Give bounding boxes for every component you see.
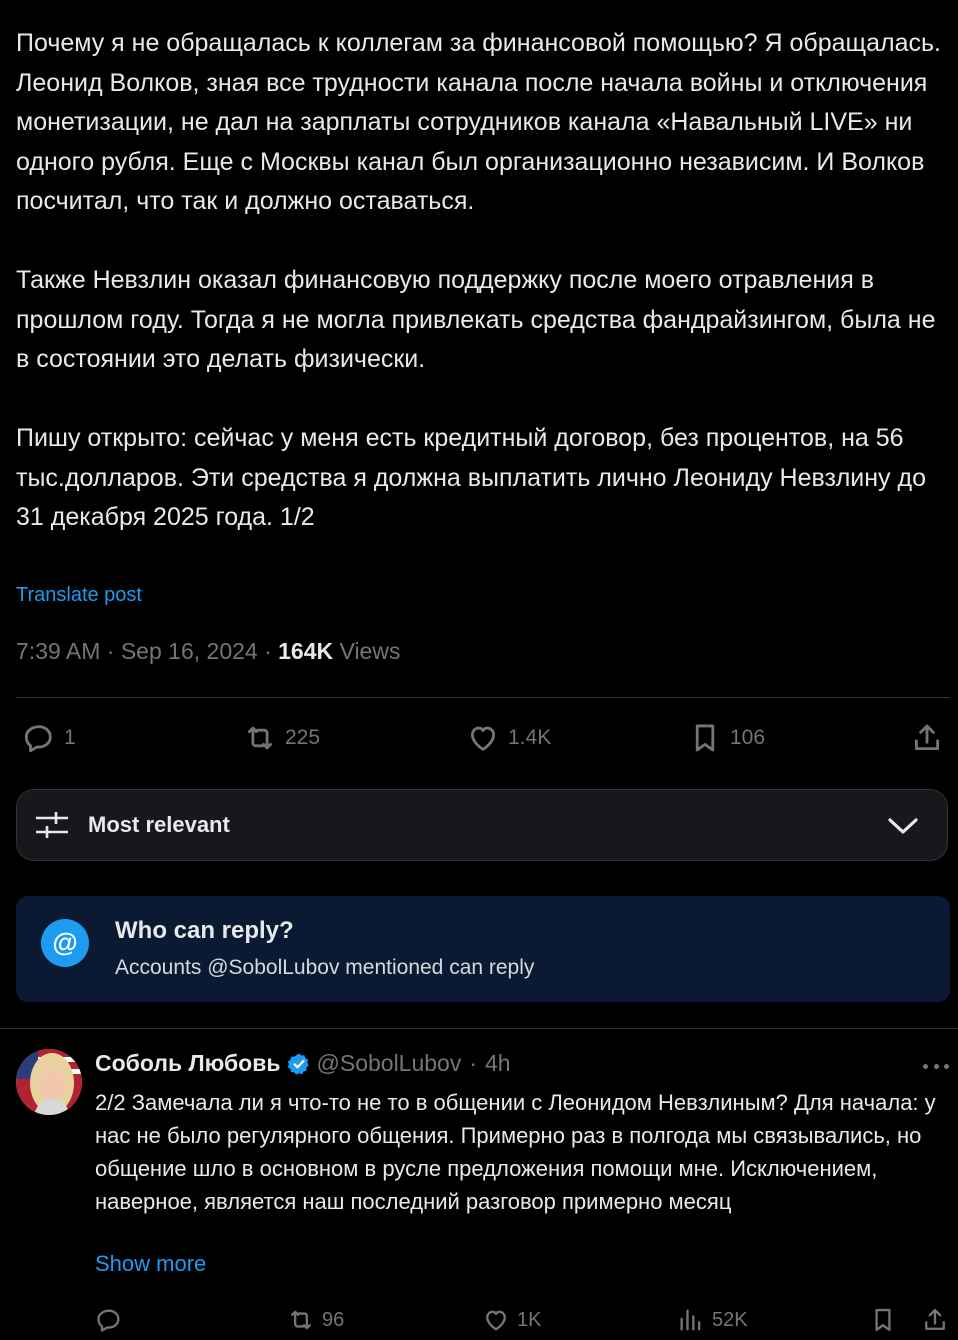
bookmark-icon xyxy=(869,1306,897,1334)
repost-count: 96 xyxy=(322,1308,345,1331)
sort-label: Most relevant xyxy=(88,812,230,837)
views-button[interactable] xyxy=(677,1300,748,1340)
repost-icon xyxy=(243,721,277,755)
views-count: 52K xyxy=(712,1308,748,1331)
bar-chart-icon xyxy=(677,1306,705,1334)
more-dot-icon xyxy=(944,1064,949,1069)
show-more-link[interactable]: Show more xyxy=(95,1251,207,1276)
more-dot-icon xyxy=(934,1064,939,1069)
post-paragraph: Также Невзлин оказал финансовую поддержку после моего отравления в прошлом году. Тогда я не могла привлекать средства фандрайзингом, была не в состоянии это делать физически. xyxy=(16,266,936,373)
post-date[interactable]: Sep 16, 2024 xyxy=(120,638,258,664)
repost-button[interactable] xyxy=(243,716,320,760)
reply-action-bar xyxy=(95,1300,955,1340)
more-dot-icon xyxy=(923,1064,928,1069)
repost-icon xyxy=(287,1306,315,1334)
share-icon xyxy=(910,721,944,755)
reply-text: 2/2 Замечала ли я что-то не то в общении с Леонидом Невзлиным? Для начала: у нас не было регулярного общения. Примерно раз в полгода мы связывались, но общение шло в основном в русле предложения помощи мне. Исключением, наверное, является наш последний разговор примерно месяц xyxy=(95,1090,936,1214)
bookmark-button[interactable] xyxy=(688,716,765,760)
divider xyxy=(16,697,950,698)
post-paragraph: Почему я не обращалась к коллегам за финансовой помощью? Я обращалась. Леонид Волков, зная все трудности канала после начала войны и отключения монетизации, не дал на зарплаты сотрудников канала «Навальный LIVE» ни одного рубля. Еще с Москвы канал был организационно независим. И Волков посчитал, что так и должно оставаться. xyxy=(16,29,941,215)
author-name[interactable]: Соболь Любовь xyxy=(95,1050,281,1076)
reply-button[interactable] xyxy=(95,1300,130,1340)
reply-time[interactable]: 4h xyxy=(485,1050,511,1076)
views-label: Views xyxy=(339,638,401,664)
like-count: 1.4K xyxy=(508,726,552,749)
share-icon xyxy=(921,1306,949,1334)
verified-badge-icon xyxy=(287,1052,311,1076)
heart-icon xyxy=(482,1306,510,1334)
reply-button[interactable] xyxy=(22,716,76,760)
post-meta xyxy=(16,638,400,665)
repost-count: 225 xyxy=(285,726,321,749)
like-button[interactable] xyxy=(482,1300,541,1340)
like-count: 1K xyxy=(517,1308,542,1331)
post-paragraph: Пишу открыто: сейчас у меня есть кредитный договор, без процентов, на 56 тыс.долларов. Эти средства я должна выплатить лично Леониду Невзлину до 31 декабря 2025 года. 1/2 xyxy=(16,424,926,531)
who-can-reply-subtitle: Accounts @SobolLubov mentioned can reply xyxy=(115,956,535,979)
bookmark-button[interactable] xyxy=(869,1300,897,1340)
sort-replies-dropdown[interactable] xyxy=(16,789,948,861)
divider xyxy=(0,1028,958,1029)
reply-icon xyxy=(22,721,56,755)
meta-separator: · xyxy=(264,638,272,664)
bookmark-icon xyxy=(688,721,722,755)
who-can-reply-title: Who can reply? xyxy=(115,917,294,944)
share-button[interactable] xyxy=(910,716,944,760)
share-button[interactable] xyxy=(921,1300,949,1340)
post-action-bar xyxy=(16,716,950,760)
reply-post[interactable] xyxy=(0,1030,958,1340)
reply-count: 1 xyxy=(64,726,76,749)
meta-separator: · xyxy=(106,638,115,664)
bookmark-count: 106 xyxy=(730,726,766,749)
translate-post-link[interactable]: Translate post xyxy=(16,584,142,606)
post-time[interactable]: 7:39 AM xyxy=(16,638,101,664)
header-separator: · xyxy=(469,1050,478,1076)
heart-icon xyxy=(466,721,500,755)
sliders-icon xyxy=(34,807,70,843)
avatar[interactable] xyxy=(16,1049,82,1115)
like-button[interactable] xyxy=(466,716,551,760)
post-text xyxy=(16,24,946,538)
reply-icon xyxy=(95,1306,123,1334)
more-options-button[interactable] xyxy=(920,1052,952,1080)
chevron-down-icon xyxy=(887,810,919,842)
views-count: 164K xyxy=(278,638,334,664)
who-can-reply-notice xyxy=(16,896,950,1002)
at-sign-icon: @ xyxy=(41,919,89,967)
avatar-image xyxy=(16,1049,82,1115)
author-handle[interactable]: @SobolLubov xyxy=(316,1050,462,1076)
repost-button[interactable] xyxy=(287,1300,344,1340)
reply-header xyxy=(95,1050,511,1077)
